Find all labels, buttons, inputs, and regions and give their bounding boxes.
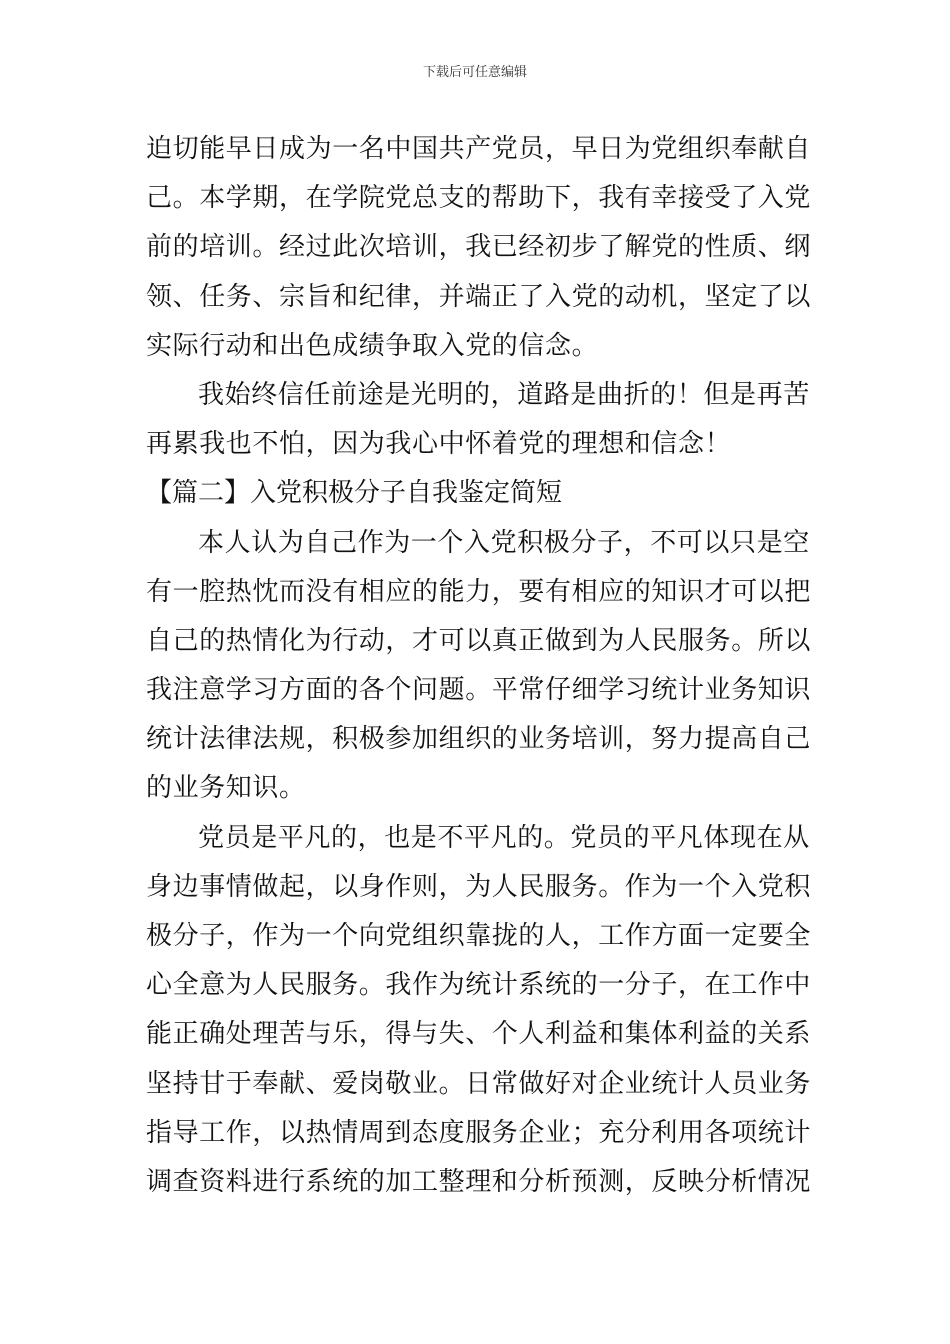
text-line: 党员是平凡的，也是不平凡的。党员的平凡体现在从	[198, 822, 810, 853]
text-line: 实际行动和出色成绩争取入党的信念。	[146, 330, 599, 361]
text-line: 心全意为人民服务。我作为统计系统的一分子，在工作中	[146, 970, 812, 1001]
text-line: 再累我也不怕，因为我心中怀着党的理想和信念！	[146, 429, 732, 460]
section-heading-text: 【篇二】入党积极分子自我鉴定简短	[146, 478, 563, 509]
paragraph-3	[146, 519, 812, 814]
text-line: 己。本学期，在学院党总支的帮助下，我有幸接受了入党	[146, 183, 812, 214]
text-line: 前的培训。经过此次培训，我已经初步了解党的性质、纲	[146, 232, 812, 263]
document-body	[146, 125, 812, 1207]
text-line: 本人认为自己作为一个入党积极分子，不可以只是空	[198, 527, 810, 558]
text-line: 坚持甘于奉献、爱岗敬业。日常做好对企业统计人员业务	[146, 1068, 812, 1099]
paragraph-2	[146, 371, 810, 469]
text-line: 迫切能早日成为一名中国共产党员，早日为党组织奉献自	[146, 134, 812, 164]
text-line: 统计法律法规，积极参加组织的业务培训，努力提高自己	[146, 724, 812, 755]
text-line: 我注意学习方面的各个问题。平常仔细学习统计业务知识	[146, 675, 812, 706]
text-line: 我始终信任前途是光明的，道路是曲折的！但是再苦	[198, 379, 810, 410]
text-line: 的业务知识。	[146, 773, 306, 804]
text-line: 有一腔热忱而没有相应的能力，要有相应的知识才可以把	[146, 576, 812, 607]
text-line: 能正确处理苦与乐，得与失、个人利益和集体利益的关系	[146, 1019, 812, 1050]
text-line: 领、任务、宗旨和纪律，并端正了入党的动机，坚定了以	[146, 281, 812, 312]
text-line: 身边事情做起，以身作则，为人民服务。作为一个入党积	[146, 871, 812, 902]
text-line: 极分子，作为一个向党组织靠拢的人，工作方面一定要全	[146, 921, 812, 951]
text-line: 自己的热情化为行动，才可以真正做到为人民服务。所以	[146, 625, 812, 656]
paragraph-1	[146, 125, 812, 371]
text-line: 指导工作，以热情周到态度服务企业；充分利用各项统计	[146, 1117, 812, 1148]
page-header: 下载后可任意编辑	[422, 65, 527, 80]
text-line: 调查资料进行系统的加工整理和分析预测，反映分析情况	[146, 1166, 812, 1197]
section-heading	[146, 469, 806, 518]
paragraph-4	[146, 814, 812, 1208]
